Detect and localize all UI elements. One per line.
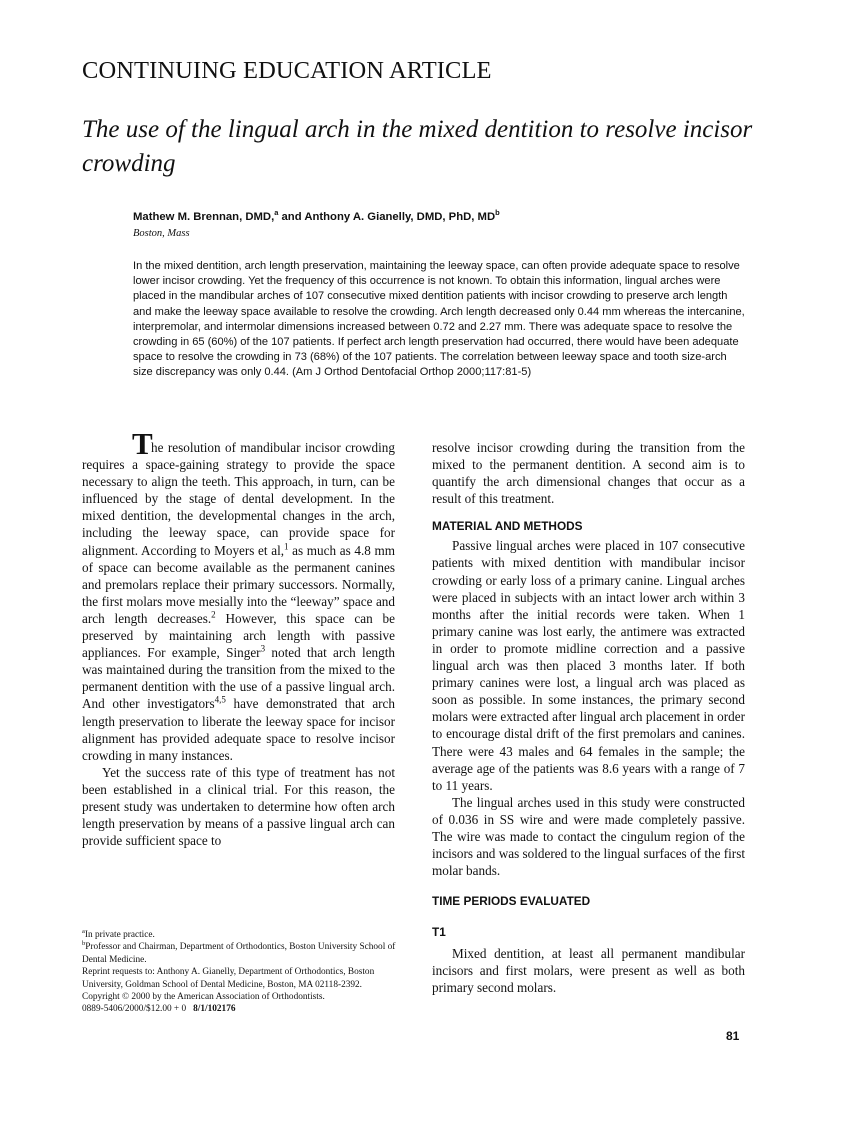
page-number: 81 bbox=[726, 1029, 740, 1043]
footnote-b: $^b$Professor and Chairman, Department of Orthodontics, Boston University School of Dental Medicine. bbox=[82, 940, 396, 965]
author-1-mark: a bbox=[274, 208, 279, 218]
article-title: The use of the lingual arch in the mixed dentition to resolve incisor crowding bbox=[82, 116, 753, 177]
author-2: and Anthony A. Gianelly, DMD, PhD, MD bbox=[278, 211, 496, 223]
citation-4-5: 4,5 bbox=[214, 695, 226, 706]
dropcap-line: T he resolution of mandibular incisor bbox=[132, 426, 341, 461]
heading-methods: MATERIAL AND METHODS bbox=[432, 519, 583, 534]
dropcap: T bbox=[132, 426, 153, 461]
author-location: Boston, Mass bbox=[133, 228, 190, 239]
footnote-a: $^a$In private practice. bbox=[82, 927, 155, 940]
body-column-right bbox=[432, 439, 745, 997]
citation-2: 2 bbox=[211, 609, 216, 620]
copyright: Copyright © 2000 by the American Association of Orthodontists. bbox=[82, 992, 325, 1003]
methods-paragraph-1: Passive lingual arches were placed in 107 consecutive patients with mixed dentition with mandibular incisor crowding or early loss of a primary canine. Lingual arches were placed in subjects with an intact lower arch within 3 months after the initial records were taken. When 1 primary canine was lost early, the antimere was extracted in order to promote midline correction and a passive lingual arch was then placed 3 months later. If both primary canines were lost, a lingual arch was placed as soon as possible. In some instances, the primary second molars were extracted after lingual arch placement in order to encourage distal drift of the first premolars and canines. There were 43 males and 64 females in the sample; the average age of the patients was 8.6 years with a range of 7 to 11 years. bbox=[432, 538, 745, 793]
intro-continuation: resolve incisor crowding during the transition from the mixed to the permanent dentition. A second aim is to quantify the arch dimensional changes that occur as a result of this treatment. bbox=[432, 440, 745, 507]
author-2-mark: b bbox=[495, 208, 500, 218]
heading-time-periods: TIME PERIODS EVALUATED bbox=[432, 894, 591, 909]
subheading-t1: T1 bbox=[432, 925, 446, 940]
footnotes bbox=[82, 929, 402, 1016]
citation-3: 3 bbox=[260, 643, 266, 654]
author-line bbox=[133, 208, 500, 223]
section-label: CONTINUING EDUCATION ARTICLE bbox=[82, 57, 492, 84]
reprint-requests: Reprint requests to: Anthony A. Gianelly, Department of Orthodontics, Boston University, Goldman School of Dental Medicine, Boston, MA 02118-2392. bbox=[82, 967, 375, 990]
abstract: In the mixed dentition, arch length preservation, maintaining the leeway space, can often provide adequate space to resolve lower incisor crowding. Yet the frequency of this occurrence is not known. To obtain this information, lingual arches were placed in the mandibular arches of 107 consecutive mixed dentition patients with incisor crowding to preserve arch length and make the leeway space available to resolve the crowding. Arch length decreased only 0.44 mm whereas the intercanine, interpremolar, and intermolar dimensions increased between 0.72 and 2.27 mm. There was adequate space to resolve the crowding in 65 (60%) of the 107 patients. If perfect arch length preservation had occurred, there would have been adequate space to resolve the crowding in 73 (68%) of the 107 patients. The correlation between leeway space and tooth size-arch size discrepancy was only 0.44. (Am J Orthod Dentofacial Orthop 2000;117:81-5) bbox=[133, 260, 745, 379]
citation-1: 1 bbox=[284, 541, 289, 552]
intro-paragraph: T he resolution of mandibular incisor crowding requires a space-gaining strategy to provide the space necessary to align the teeth. This approach, in turn, can be influenced by the stage of dental development. In the mixed dentition, the developmental changes in the arch, including the leeway space, can provide space for alignment. According to Moyers et al,$^1$ as much as 4.8 mm of space can become available as the permanent canines and premolars replace their primary successors. Normally, the first molars move mesially into the “leeway” space and arch length decreases.$^2$ However, this space can be preserved by maintaining arch length with passive appliances. For example, Singer$^3$ noted that arch length was maintained during the transition from the mixed to the permanent dentition with the use of a passive lingual arch. And other investigators$^{4,5}$ have demonstrated that arch length preservation to liberate the leeway space for incisor alignment has provided adequate space to resolve incisor crowding in many instances. bbox=[82, 426, 396, 763]
article-code: 0889-5406/2000/$12.00 + 0 8/1/102176 bbox=[82, 1004, 236, 1015]
t1-paragraph: Mixed dentition, at least all permanent mandibular incisors and first molars, were present as well as both primary second molars. bbox=[432, 946, 745, 996]
intro-paragraph-2: Yet the success rate of this type of treatment has not been established in a clinical trial. For this reason, the present study was undertaken to determine how often arch length preservation by means of a passive lingual arch can provide sufficient space to bbox=[82, 764, 395, 849]
methods-paragraph-2: The lingual arches used in this study were constructed of 0.036 in SS wire and were made completely passive. The wire was made to contact the cingulum region of the incisors and was soldered to the lingual surfaces of the first molar bands. bbox=[432, 794, 745, 879]
author-1: Mathew M. Brennan, DMD, bbox=[133, 211, 275, 223]
body-column-left bbox=[82, 426, 396, 849]
